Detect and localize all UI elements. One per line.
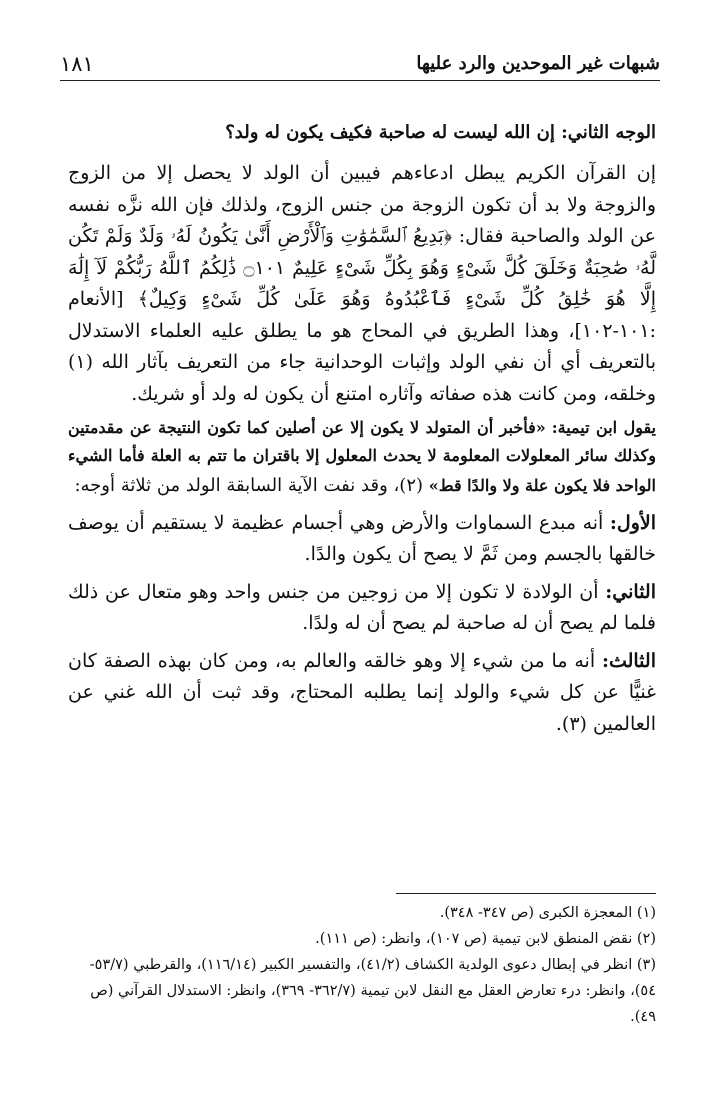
- point-label: الأول:: [609, 511, 656, 534]
- point-third: [68, 646, 656, 741]
- section-heading: الوجه الثاني: إن الله ليست له صاحبة فكيف يكون له ولد؟: [225, 122, 656, 143]
- quran-verse: ﴿بَدِيعُ ٱلسَّمَٰوَٰتِ وَٱلْأَرْضِ أَنَّىٰ يَكُونُ لَهُۥ وَلَدٌ وَلَمْ تَكُن لَّهُۥ صَٰحِبَةٌ وَخَلَقَ كُلَّ شَىْءٍ وَهُوَ بِكُلِّ شَىْءٍ عَلِيمٌ ۝١٠١ ذَٰلِكُمُ ٱللَّهُ رَبُّكُمْ لَآ إِلَٰهَ إِلَّا هُوَ خَٰلِقُ كُلِّ شَىْءٍ فَٱعْبُدُوهُ وَهُوَ عَلَىٰ كُلِّ شَىْءٍ وَكِيلٌ﴾: [68, 225, 656, 310]
- footnote-3: (٣) انظر في إبطال دعوى الولدية الكشاف (٤١/٢)، والتفسير الكبير (١١٦/١٤)، والقرطبي (٥٣/٧- ٥٤)، وانظر: درء تعارض العقل مع النقل لابن تيمية (٣٦٢/٧- ٣٦٩)، وانظر: الاستدلال القرآني (ص ٤٩).: [89, 957, 656, 1025]
- point-text: أن الولادة لا تكون إلا من زوجين من جنس واحد وهو متعال عن ذلك فلما لم يصح أن له صاحبة لم يصح أن له ولدًا.: [68, 580, 656, 634]
- after-verse-text: [الأنعام :١٠١-١٠٢]، وهذا الطريق في المحاج هو ما يطلق عليه العلماء الاستدلال بالتعريف أي أن نفي الولد وإثبات الوحدانية جاء من التعريف بآثار الله (١) وخلقه، ومن كانت هذه صفاته وآثاره امتنع أن يكون له ولد أو شريك.: [68, 288, 656, 405]
- running-title: شبهات غير الموحدين والرد عليها: [416, 53, 660, 74]
- quote-text: «فأخبر أن المتولد لا يكون إلا عن أصلين كما تكون النتيجة عن مقدمتين وكذلك سائر المعلولات المعلومة لا يحدث المعلول إلا باقتران ما تتم به العلة فأما الشيء الواحد فلا يكون علة ولا والدًا قط»: [68, 418, 656, 495]
- footnote-1: (١) المعجزة الكبرى (ص ٣٤٧- ٣٤٨).: [439, 905, 656, 921]
- ibn-taymiyyah-quote-paragraph: [68, 414, 656, 502]
- body-paragraph-intro: [68, 158, 656, 410]
- footnote-separator: [396, 893, 656, 894]
- footnote-2: (٢) نقض المنطق لابن تيمية (ص ١٠٧)، وانظر: (ص ١١١).: [315, 931, 656, 947]
- point-text: أنه مبدع السماوات والأرض وهي أجسام عظيمة لا يستقيم أن يوصف خالقها بالجسم ومن ثَمَّ لا يصح أن يكون والدًا.: [68, 511, 656, 565]
- point-first: [68, 508, 656, 571]
- main-content: [68, 120, 656, 740]
- page-header: [60, 44, 660, 81]
- point-text: أنه ما من شيء إلا وهو خالقه والعالم به، ومن كان بهذه الصفة كان غنيًّا عن كل شيء والولد إنما يطلبه المحتاج، وقد ثبت أن الله غني عن العالمين (٣).: [68, 649, 656, 735]
- point-label: الثالث:: [601, 649, 656, 672]
- quote-after: (٢)، وقد نفت الآية السابقة الولد من ثلاثة أوجه:: [74, 475, 429, 496]
- point-label: الثاني:: [605, 580, 656, 603]
- footnotes: [68, 900, 656, 1030]
- quote-intro: يقول ابن تيمية:: [551, 418, 657, 437]
- point-second: [68, 577, 656, 640]
- page-number: ١٨١: [60, 52, 94, 76]
- intro-text: إن القرآن الكريم يبطل ادعاءهم فيبين أن الولد لا يحصل إلا من الزوج والزوجة ولا بد أن تكون الزوجة من جنس الزوج، ولذلك فإن الله نزَّه نفسه عن الولد والصاحبة فقال:: [68, 162, 656, 247]
